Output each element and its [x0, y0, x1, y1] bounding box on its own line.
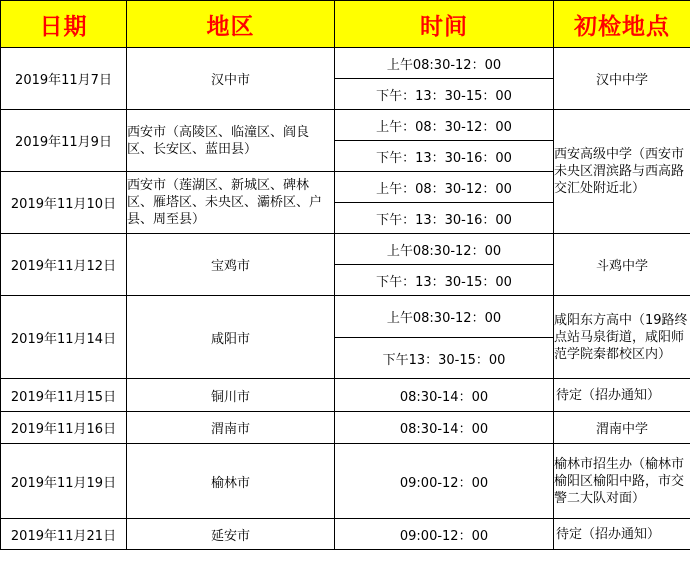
area-cell: 宝鸡市 [127, 234, 335, 296]
time-cell-pm: 下午：13：30-15：00 [335, 265, 554, 296]
table-row [1, 444, 690, 519]
date-cell: 2019年11月21日 [1, 519, 127, 550]
date-cell: 2019年11月19日 [1, 444, 127, 519]
area-cell: 榆林市 [127, 444, 335, 519]
place-cell: 待定（招办通知） [554, 519, 690, 550]
date-cell: 2019年11月14日 [1, 296, 127, 379]
area-cell: 延安市 [127, 519, 335, 550]
area-cell: 咸阳市 [127, 296, 335, 379]
time-cell: 08:30-14：00 [335, 412, 554, 444]
date-cell: 2019年11月10日 [1, 172, 127, 234]
time-cell-am: 上午08:30-12：00 [335, 296, 554, 338]
header-place: 初检地点 [554, 1, 690, 48]
place-cell: 斗鸡中学 [554, 234, 690, 296]
area-cell: 西安市（莲湖区、新城区、碑林区、雁塔区、未央区、灞桥区、户县、周至县） [127, 172, 335, 234]
time-cell: 09:00-12：00 [335, 519, 554, 550]
place-cell-xian: 西安高级中学（西安市未央区渭滨路与西高路交汇处附近北） [554, 110, 690, 234]
table-row [1, 234, 690, 265]
time-cell-pm: 下午：13：30-15：00 [335, 79, 554, 110]
place-cell: 汉中中学 [554, 48, 690, 110]
table-row [1, 412, 690, 444]
time-cell-pm: 下午13：30-15：00 [335, 338, 554, 379]
place-cell: 渭南中学 [554, 412, 690, 444]
date-cell: 2019年11月9日 [1, 110, 127, 172]
table-row [1, 110, 690, 141]
header-time: 时间 [335, 1, 554, 48]
date-cell: 2019年11月16日 [1, 412, 127, 444]
time-cell-pm: 下午：13：30-16：00 [335, 141, 554, 172]
area-cell: 铜川市 [127, 379, 335, 412]
time-cell-am: 上午：08：30-12：00 [335, 110, 554, 141]
time-cell-pm: 下午：13：30-16：00 [335, 203, 554, 234]
header-date: 日期 [1, 1, 127, 48]
table-row [1, 519, 690, 550]
date-cell: 2019年11月7日 [1, 48, 127, 110]
table-row [1, 48, 690, 79]
time-cell-am: 上午08:30-12：00 [335, 234, 554, 265]
table-row [1, 379, 690, 412]
area-cell: 渭南市 [127, 412, 335, 444]
area-cell: 西安市（高陵区、临潼区、阎良区、长安区、蓝田县） [127, 110, 335, 172]
time-cell: 08:30-14：00 [335, 379, 554, 412]
place-cell: 待定（招办通知） [554, 379, 690, 412]
date-cell: 2019年11月15日 [1, 379, 127, 412]
area-cell: 汉中市 [127, 48, 335, 110]
time-cell-am: 上午08:30-12：00 [335, 48, 554, 79]
time-cell-am: 上午：08：30-12：00 [335, 172, 554, 203]
table-row [1, 296, 690, 338]
date-cell: 2019年11月12日 [1, 234, 127, 296]
place-cell: 榆林市招生办（榆林市榆阳区榆阳中路，市交警二大队对面） [554, 444, 690, 519]
place-cell: 咸阳东方高中（19路终点站马泉街道，咸阳师范学院秦都校区内） [554, 296, 690, 379]
header-area: 地区 [127, 1, 335, 48]
header-row [1, 1, 690, 48]
time-cell: 09:00-12：00 [335, 444, 554, 519]
